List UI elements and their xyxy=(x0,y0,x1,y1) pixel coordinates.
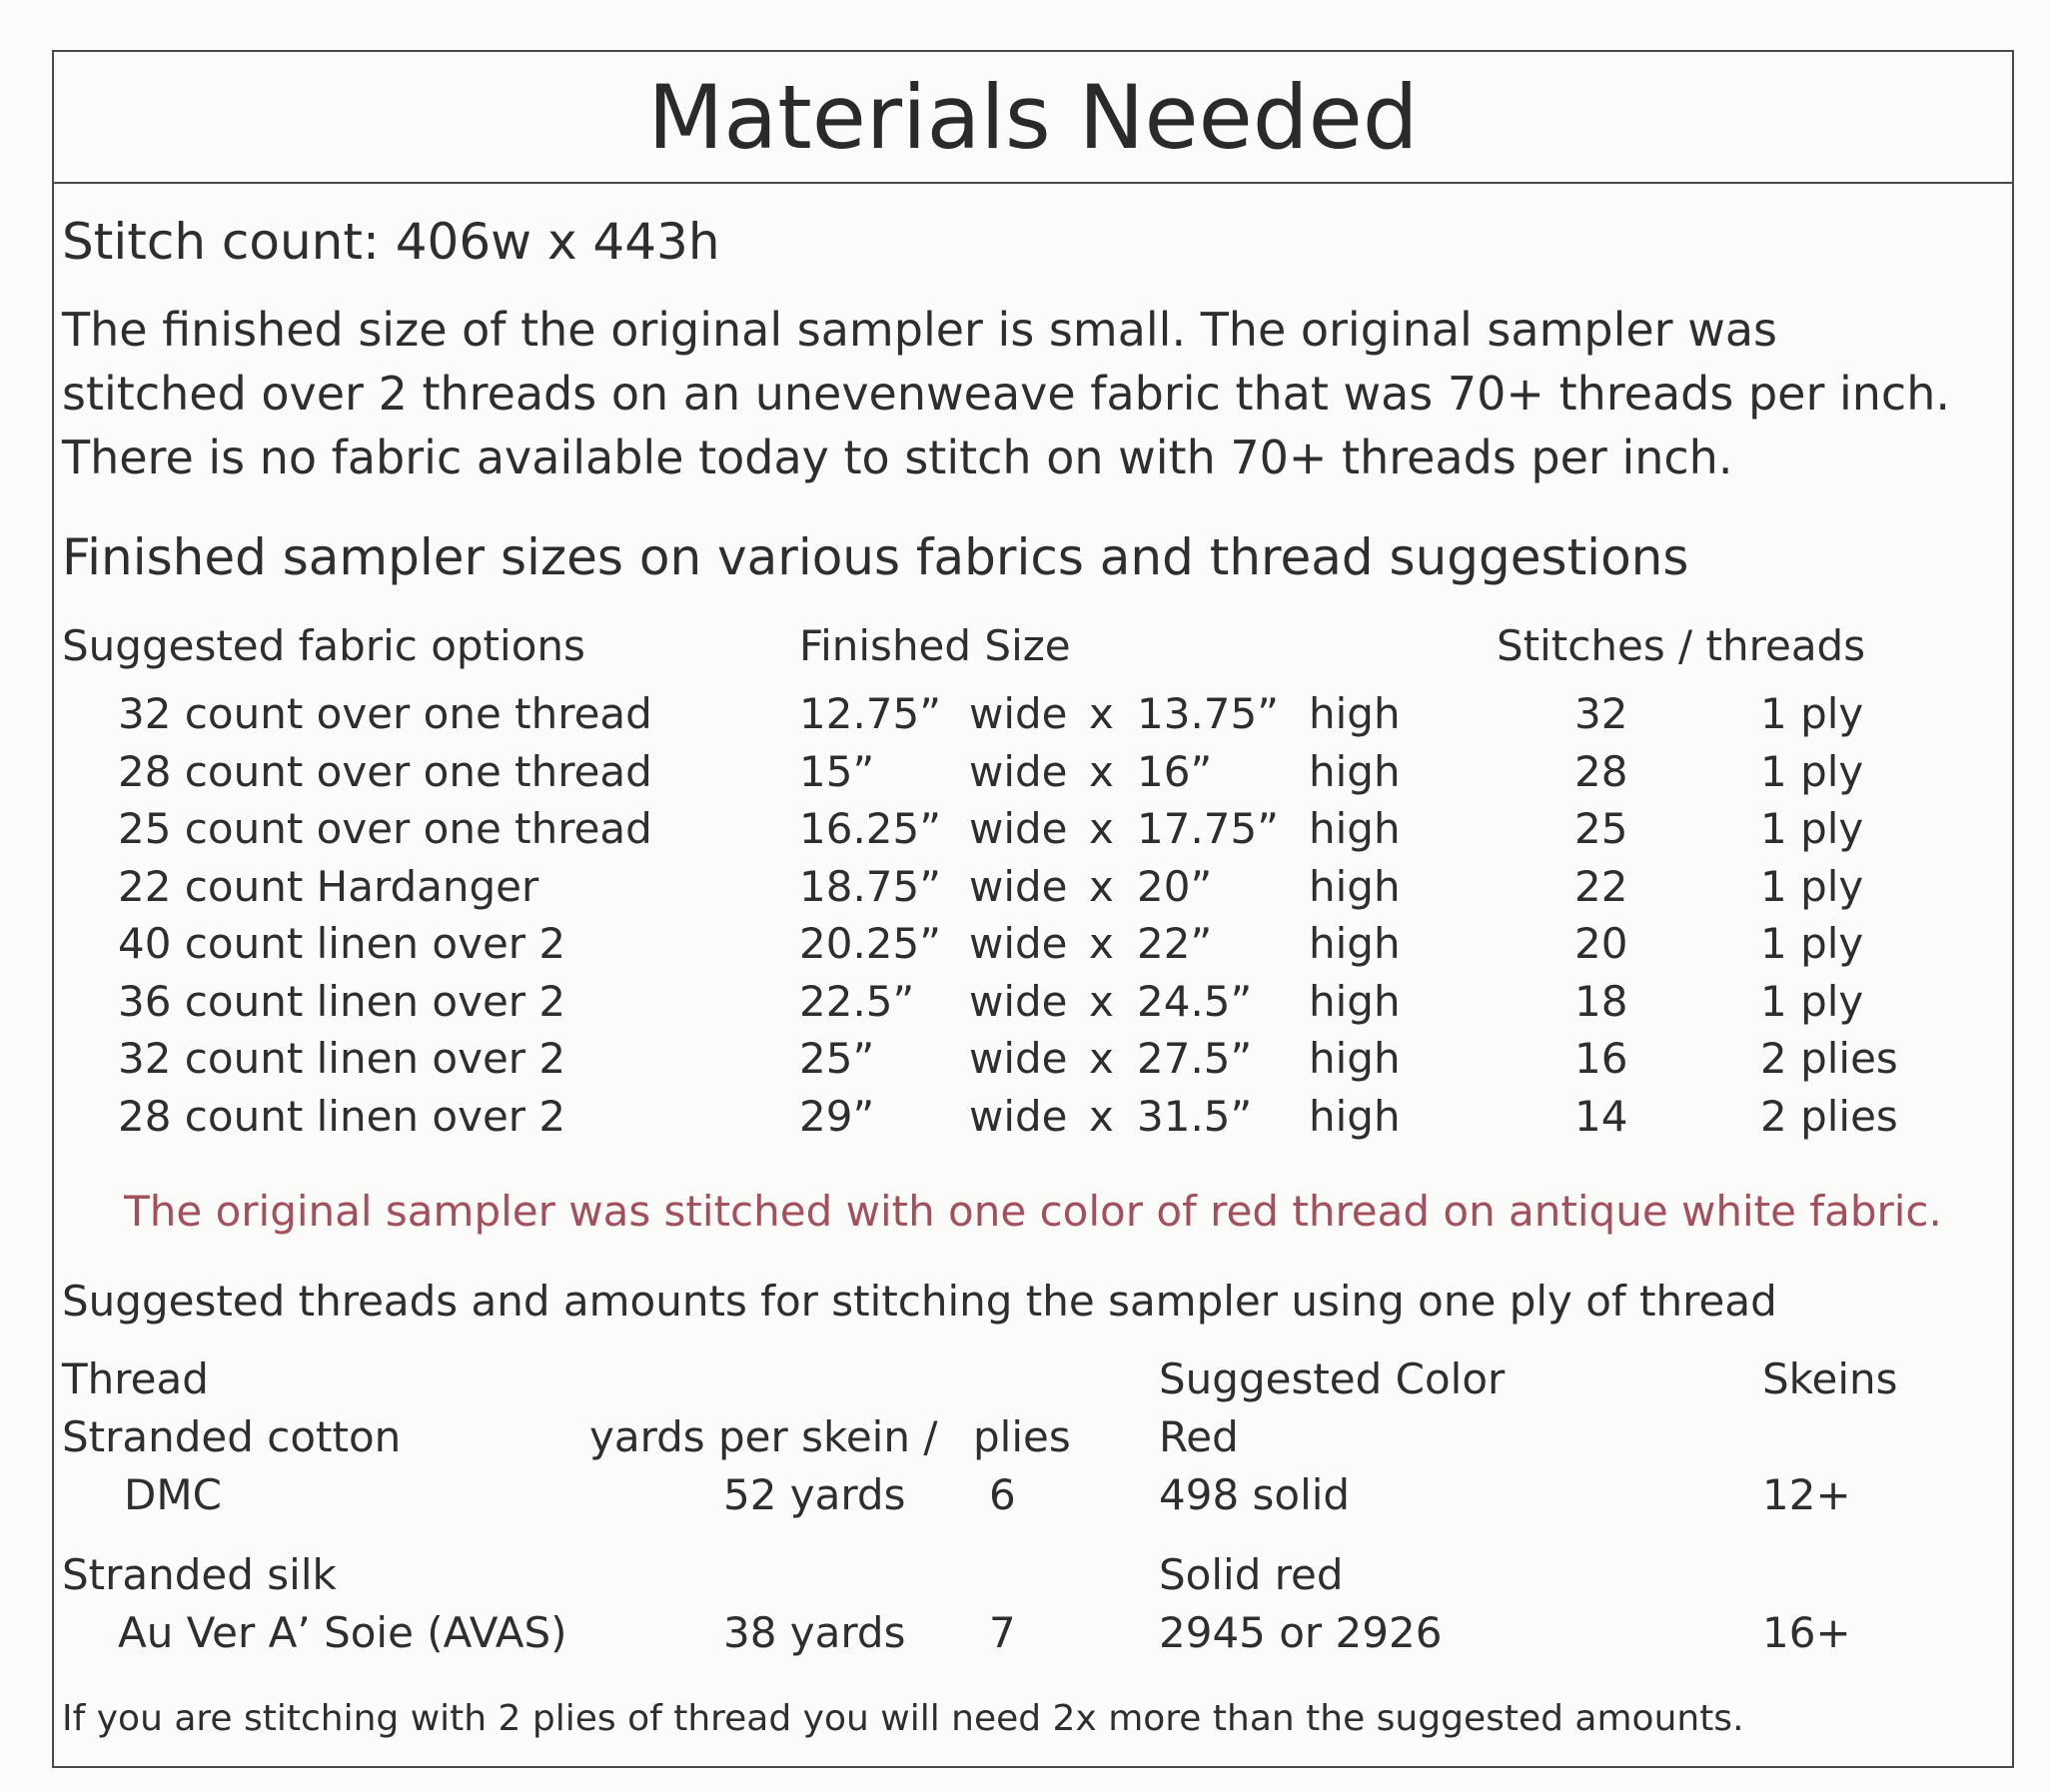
wide-label: wide xyxy=(969,1092,1068,1141)
wide-label: wide xyxy=(969,919,1068,968)
finished-height: 24.5” xyxy=(1137,977,1253,1026)
page-title: Materials Needed xyxy=(647,66,1419,169)
finished-width: 16.25” xyxy=(799,804,941,853)
thread-plies: 1 ply xyxy=(1760,919,1864,968)
finished-width: 20.25” xyxy=(799,919,941,968)
thread-plies: 7 xyxy=(989,1608,1016,1657)
thread-plies: 1 ply xyxy=(1760,689,1864,738)
high-label: high xyxy=(1309,804,1401,853)
thread-plies: 6 xyxy=(989,1470,1016,1519)
times-sign: x xyxy=(1089,1034,1114,1083)
finished-width: 29” xyxy=(799,1092,875,1141)
high-label: high xyxy=(1309,862,1401,911)
skein-count: 12+ xyxy=(1762,1470,1851,1519)
times-sign: x xyxy=(1089,1092,1114,1141)
finished-width: 22.5” xyxy=(799,977,915,1026)
high-label: high xyxy=(1309,1034,1401,1083)
thread-yards: 52 yards xyxy=(723,1470,906,1519)
times-sign: x xyxy=(1089,977,1114,1026)
thread-brand: Au Ver A’ Soie (AVAS) xyxy=(118,1608,567,1657)
wide-label: wide xyxy=(969,977,1068,1026)
times-sign: x xyxy=(1089,689,1114,738)
thread-column-header: Thread xyxy=(62,1354,209,1403)
skein-count: 16+ xyxy=(1762,1608,1851,1657)
thread-brand: DMC xyxy=(124,1470,222,1519)
fabric-option: 28 count over one thread xyxy=(118,747,652,796)
finished-height: 16” xyxy=(1137,747,1213,796)
finished-height: 17.75” xyxy=(1137,804,1279,853)
fabric-option: 32 count linen over 2 xyxy=(118,1034,566,1083)
thread-yards: 38 yards xyxy=(723,1608,906,1657)
thread-plies: 2 plies xyxy=(1760,1034,1898,1083)
stitches-per-inch: 14 xyxy=(1574,1092,1628,1141)
finished-width: 25” xyxy=(799,1034,875,1083)
yards-per-skein-header: yards per skein / xyxy=(589,1412,938,1461)
finished-height: 27.5” xyxy=(1137,1034,1253,1083)
intro-line: stitched over 2 threads on an unevenweave fabric that was 70+ threads per inch. xyxy=(62,367,1950,421)
fabric-option: 25 count over one thread xyxy=(118,804,652,853)
thread-plies: 1 ply xyxy=(1760,977,1864,1026)
wide-label: wide xyxy=(969,862,1068,911)
high-label: high xyxy=(1309,689,1401,738)
skeins-column-header: Skeins xyxy=(1762,1354,1898,1403)
times-sign: x xyxy=(1089,804,1114,853)
stitch-count: Stitch count: 406w x 443h xyxy=(62,213,720,271)
thread-plies: 1 ply xyxy=(1760,862,1864,911)
finished-width: 15” xyxy=(799,747,875,796)
original-sampler-note: The original sampler was stitched with one color of red thread on antique white fabric. xyxy=(124,1187,1942,1236)
wide-label: wide xyxy=(969,689,1068,738)
stitches-per-inch: 16 xyxy=(1574,1034,1628,1083)
thread-plies: 2 plies xyxy=(1760,1092,1898,1141)
plies-header: plies xyxy=(973,1412,1071,1461)
times-sign: x xyxy=(1089,919,1114,968)
sizes-heading: Finished sampler sizes on various fabrics and thread suggestions xyxy=(62,528,1689,586)
title-divider xyxy=(52,182,2014,184)
color-code: 498 solid xyxy=(1159,1470,1351,1519)
times-sign: x xyxy=(1089,747,1114,796)
fabric-option: 22 count Hardanger xyxy=(118,862,539,911)
threads-heading: Suggested threads and amounts for stitching the sampler using one ply of thread xyxy=(62,1277,1777,1326)
finished-height: 31.5” xyxy=(1137,1092,1253,1141)
color-column-header: Suggested Color xyxy=(1159,1354,1506,1403)
color-name: Solid red xyxy=(1159,1550,1344,1599)
thread-plies: 1 ply xyxy=(1760,804,1864,853)
stitches-per-inch: 22 xyxy=(1574,862,1628,911)
thread-type: Stranded silk xyxy=(62,1550,337,1599)
finished-height: 20” xyxy=(1137,862,1213,911)
stitches-per-inch: 18 xyxy=(1574,977,1628,1026)
finished-width: 12.75” xyxy=(799,689,941,738)
fabric-option: 28 count linen over 2 xyxy=(118,1092,566,1141)
high-label: high xyxy=(1309,1092,1401,1141)
high-label: high xyxy=(1309,747,1401,796)
high-label: high xyxy=(1309,977,1401,1026)
wide-label: wide xyxy=(969,804,1068,853)
finished-height: 13.75” xyxy=(1137,689,1279,738)
times-sign: x xyxy=(1089,862,1114,911)
size-column-header: Finished Size xyxy=(799,621,1071,670)
color-code: 2945 or 2926 xyxy=(1159,1608,1443,1657)
stitches-per-inch: 32 xyxy=(1574,689,1628,738)
intro-line: The finished size of the original sampler is small. The original sampler was xyxy=(62,303,1777,357)
high-label: high xyxy=(1309,919,1401,968)
fabric-option: 32 count over one thread xyxy=(118,689,652,738)
stitches-column-header: Stitches / threads xyxy=(1497,621,1866,670)
fabric-column-header: Suggested fabric options xyxy=(62,621,585,670)
finished-width: 18.75” xyxy=(799,862,941,911)
fabric-option: 40 count linen over 2 xyxy=(118,919,566,968)
wide-label: wide xyxy=(969,747,1068,796)
thread-type: Stranded cotton xyxy=(62,1412,402,1461)
stitches-per-inch: 28 xyxy=(1574,747,1628,796)
intro-line: There is no fabric available today to stitch on with 70+ threads per inch. xyxy=(62,431,1733,484)
stitches-per-inch: 25 xyxy=(1574,804,1628,853)
footer-note: If you are stitching with 2 plies of thread you will need 2x more than the suggested amounts. xyxy=(62,1698,1744,1739)
thread-plies: 1 ply xyxy=(1760,747,1864,796)
wide-label: wide xyxy=(969,1034,1068,1083)
fabric-option: 36 count linen over 2 xyxy=(118,977,566,1026)
color-name: Red xyxy=(1159,1412,1239,1461)
stitches-per-inch: 20 xyxy=(1574,919,1628,968)
finished-height: 22” xyxy=(1137,919,1213,968)
